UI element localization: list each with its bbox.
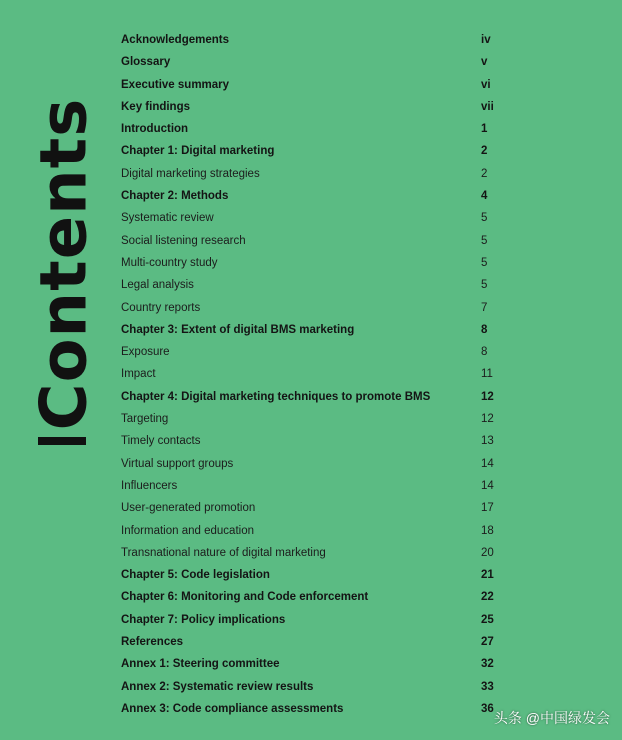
toc-entry[interactable] (121, 477, 501, 499)
toc-entry-page-number: 25 (481, 613, 494, 626)
toc-entry-page-number: 5 (481, 279, 488, 292)
toc-entry[interactable] (121, 187, 501, 209)
toc-entry-title: Virtual support groups (121, 457, 234, 470)
toc-entry-title: Legal analysis (121, 279, 194, 292)
toc-entry-page-number: 27 (481, 636, 494, 649)
toc-entry[interactable] (121, 522, 501, 544)
toc-entry[interactable] (121, 254, 501, 276)
toc-entry[interactable] (121, 499, 501, 521)
title-accent-bar (38, 437, 86, 445)
toc-entry-page-number: 20 (481, 546, 494, 559)
toc-entry-title: Chapter 7: Policy implications (121, 613, 286, 626)
toc-entry-page-number: 2 (481, 145, 488, 158)
toc-entry-title: Chapter 2: Methods (121, 190, 229, 203)
toc-entry[interactable] (121, 678, 501, 700)
toc-entry[interactable] (121, 232, 501, 254)
toc-entry-title: Introduction (121, 123, 189, 136)
toc-entry-page-number: 2 (481, 167, 488, 180)
toc-entry[interactable] (121, 31, 501, 53)
toc-entry-page-number: 36 (481, 702, 494, 715)
toc-entry-page-number: 13 (481, 435, 494, 448)
toc-entry-page-number: 1 (481, 123, 488, 136)
toc-entry-title: Annex 3: Code compliance assessments (121, 702, 344, 715)
table-of-contents (121, 31, 501, 722)
toc-entry-page-number: 32 (481, 658, 494, 671)
toc-entry-title: Glossary (121, 56, 171, 69)
toc-entry-title: Impact (121, 368, 156, 381)
toc-entry-page-number: 11 (481, 368, 493, 381)
toc-entry-title: Digital marketing strategies (121, 167, 260, 180)
toc-entry-title: Systematic review (121, 212, 214, 225)
toc-entry-title: Multi-country study (121, 256, 218, 269)
toc-entry[interactable] (121, 120, 501, 142)
toc-entry-page-number: 5 (481, 212, 488, 225)
toc-entry-title: Social listening research (121, 234, 246, 247)
toc-entry-page-number: 8 (481, 346, 488, 359)
toc-entry-title: Influencers (121, 479, 178, 492)
toc-entry[interactable] (121, 53, 501, 75)
toc-entry-title: Transnational nature of digital marketing (121, 546, 326, 559)
toc-entry-page-number: 12 (481, 390, 494, 403)
toc-entry-page-number: 5 (481, 234, 488, 247)
page-title-vertical (27, 80, 101, 448)
toc-entry-page-number: 7 (481, 301, 488, 314)
page-title: Contents (27, 97, 101, 431)
toc-entry[interactable] (121, 165, 501, 187)
toc-entry[interactable] (121, 611, 501, 633)
toc-entry-title: Country reports (121, 301, 201, 314)
toc-entry-title: Chapter 4: Digital marketing techniques to promote BMS (121, 390, 431, 403)
toc-entry-page-number: 17 (481, 502, 494, 515)
toc-entry[interactable] (121, 588, 501, 610)
toc-entry[interactable] (121, 142, 501, 164)
toc-entry-page-number: 14 (481, 457, 494, 470)
toc-entry-title: Executive summary (121, 78, 230, 91)
toc-entry[interactable] (121, 566, 501, 588)
toc-entry-title: Information and education (121, 524, 254, 537)
toc-entry-title: Chapter 1: Digital marketing (121, 145, 275, 158)
toc-entry[interactable] (121, 209, 501, 231)
toc-entry[interactable] (121, 365, 501, 387)
toc-entry-page-number: iv (481, 34, 491, 46)
toc-entry[interactable] (121, 98, 501, 120)
toc-entry-title: Chapter 5: Code legislation (121, 569, 270, 582)
toc-entry-page-number: 4 (481, 190, 488, 203)
toc-entry[interactable] (121, 343, 501, 365)
toc-entry[interactable] (121, 410, 501, 432)
toc-entry-page-number: v (481, 56, 488, 69)
toc-entry-page-number: 18 (481, 524, 494, 537)
toc-entry-page-number: 8 (481, 323, 488, 336)
toc-entry-page-number: 21 (481, 569, 494, 582)
toc-entry-title: Chapter 3: Extent of digital BMS marketing (121, 323, 355, 336)
toc-entry-title: Exposure (121, 346, 170, 359)
toc-entry[interactable] (121, 455, 501, 477)
toc-entry-title: Acknowledgements (121, 34, 229, 46)
toc-entry-title: Chapter 6: Monitoring and Code enforcement (121, 591, 369, 604)
toc-entry-title: User-generated promotion (121, 502, 256, 515)
watermark: 头条 @中国绿发会 (493, 710, 610, 726)
toc-entry[interactable] (121, 432, 501, 454)
toc-entry-page-number: 22 (481, 591, 494, 604)
toc-entry-title: Annex 2: Systematic review results (121, 680, 314, 693)
toc-entry-page-number: vi (481, 78, 491, 91)
toc-entry[interactable] (121, 299, 501, 321)
toc-entry-page-number: vii (481, 100, 494, 113)
toc-entry[interactable] (121, 544, 501, 566)
toc-entry[interactable] (121, 388, 501, 410)
toc-entry-title: Targeting (121, 413, 169, 426)
toc-entry-page-number: 33 (481, 680, 494, 693)
toc-entry[interactable] (121, 76, 501, 98)
toc-entry-title: Annex 1: Steering committee (121, 658, 280, 671)
toc-entry-title: Key findings (121, 100, 191, 113)
toc-entry-title: References (121, 636, 184, 649)
toc-entry-page-number: 5 (481, 256, 488, 269)
toc-entry-page-number: 14 (481, 479, 494, 492)
toc-entry[interactable] (121, 321, 501, 343)
toc-entry-title: Timely contacts (121, 435, 201, 448)
toc-entry[interactable] (121, 633, 501, 655)
toc-entry-page-number: 12 (481, 413, 494, 426)
toc-entry[interactable] (121, 700, 501, 722)
toc-entry[interactable] (121, 655, 501, 677)
toc-entry[interactable] (121, 276, 501, 298)
